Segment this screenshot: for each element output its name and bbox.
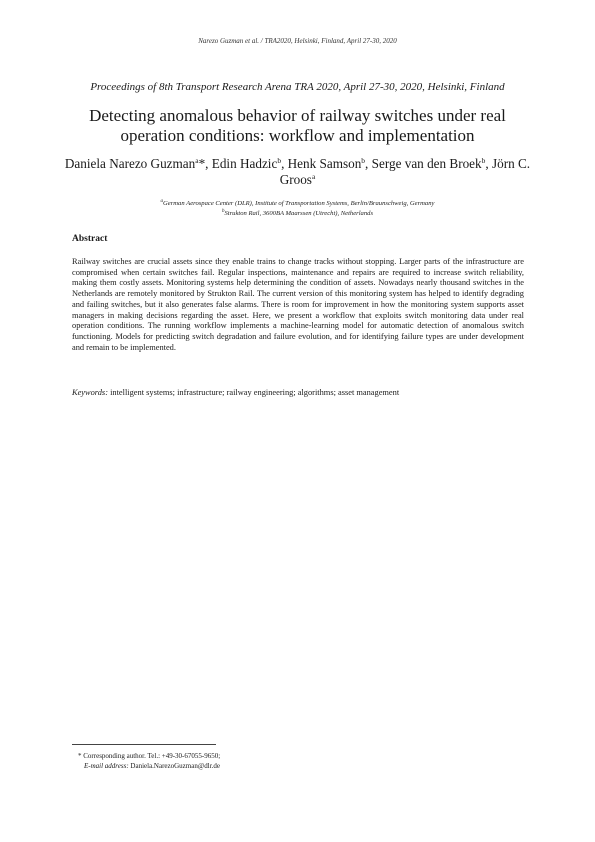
- affiliation-mark: a: [195, 156, 199, 165]
- author: Henk Samson$^b$,: [287, 156, 372, 171]
- affiliation-mark: b: [361, 156, 366, 165]
- keywords-label: Keywords:: [72, 388, 108, 397]
- affiliation-mark: a: [311, 172, 316, 181]
- abstract-heading: Abstract: [72, 234, 108, 244]
- proceedings-line: Proceedings of 8th Transport Research Arena TRA 2020, April 27-30, 2020, Helsinki, Finland: [90, 81, 505, 93]
- running-head: Narezo Guzman et al. / TRA2020, Helsinki, Finland, April 27-30, 2020: [198, 37, 397, 45]
- affiliation-mark: b: [277, 156, 282, 165]
- keywords-text: intelligent systems; infrastructure; railway engineering; algorithms; asset management: [110, 388, 400, 397]
- footnote-corresponding: * Corresponding author. Tel.: +49-30-67055-9650;: [78, 752, 221, 760]
- paper-title: Detecting anomalous behavior of railway switches under real operation conditions: workflow and implementation: [89, 106, 506, 145]
- email-label: E-mail address:: [84, 762, 129, 770]
- author: Edin Hadzic$^b$,: [211, 156, 288, 171]
- author: Serge van den Broek$^b$,: [371, 156, 492, 171]
- author: Daniela Narezo Guzman$^a$*,: [64, 156, 212, 171]
- email-address: Daniela.NarezoGuzman@dlr.de: [130, 762, 221, 770]
- affiliation-a: $^a$German Aerospace Center (DLR), Institute of Transportation Systems, Berlin/Braunschweig, Germany: [160, 199, 435, 207]
- affiliation-b: $^b$Strukton Rail, 3600BA Maarssen (Utrecht), Netherlands: [221, 209, 374, 217]
- footnote-divider: [72, 744, 216, 745]
- footnote-email: [84, 762, 220, 771]
- affiliation-mark: b: [481, 156, 486, 165]
- abstract-text: Railway switches are crucial assets since they enable trains to change tracks without stopping. Larger parts of the infrastructure are compromised when certain switches fail. Regular inspections, maintenance and repairs are required to increase switch reliability, making them costly assets. Monitoring systems help determining the condition of assets. Nowadays nearly thousand switches in the Netherlands are remotely monitored by Strukton Rail. The current version of this monitoring system has helped to identify degrading and failing switches, but it also generates false alarms. There is room for improvement in how the monitoring system supports asset managers in making decisions regarding the asset. Here, we present a workflow that exploits switch monitoring data under real operation conditions. The running workflow implements a machine-learning model for automatic detection of anomalous switch functioning. Models for predicting switch degradation and failure evolution, and for identifying failure types are under development and remain to be implemented.: [72, 257, 524, 352]
- author-list: [60, 156, 535, 188]
- author: Jörn C. Groos$^a$: [279, 156, 531, 187]
- keywords: [72, 388, 524, 399]
